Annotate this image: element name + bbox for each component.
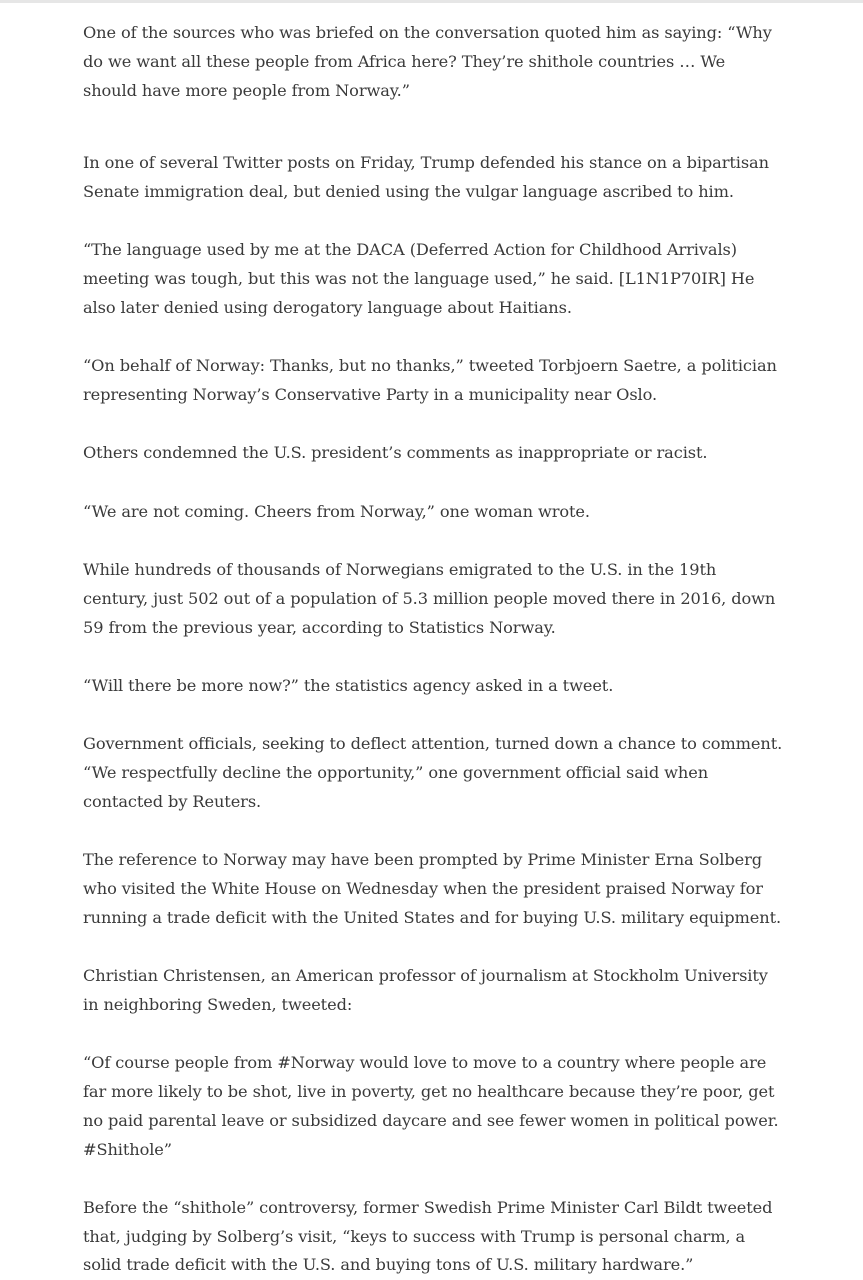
article-paragraph-4: “On behalf of Norway: Thanks, but no thanks,” tweeted Torbjoern Saetre, a politician representing Norway’s Conservative Party in a municipality near Oslo. [83, 356, 777, 405]
article-paragraph-10: The reference to Norway may have been prompted by Prime Minister Erna Solberg who visited the White House on Wednesday when the president praised Norway for running a trade deficit with the United States and for buying U.S. military equipment. [83, 850, 782, 927]
article-paragraph-8: “Will there be more now?” the statistics agency asked in a tweet. [83, 675, 614, 695]
article-paragraph-11: Christian Christensen, an American professor of journalism at Stockholm University in neighboring Sweden, tweeted: [83, 966, 768, 1014]
top-divider [0, 0, 863, 3]
article-paragraph-9: Government officials, seeking to deflect attention, turned down a chance to comment. “We respectfully decline the opportunity,” one government official said when contacted by Reuters. [83, 734, 783, 811]
article-paragraph-6: “We are not coming. Cheers from Norway,” one woman wrote. [83, 501, 590, 521]
article-body [83, 19, 783, 1280]
article-paragraph-13: Before the “shithole” controversy, former Swedish Prime Minister Carl Bildt tweeted that, judging by Solberg’s visit, “keys to success with Trump is personal charm, a solid trade deficit with the U.S. and buying tons of U.S. military hardware.” [83, 1197, 773, 1275]
article-paragraph-12: “Of course people from #Norway would love to move to a country where people are far more likely to be shot, live in poverty, get no healthcare because they’re poor, get no paid parental leave or subsidized daycare and see fewer women in political power. #Shithole” [83, 1053, 779, 1159]
article-paragraph-1: One of the sources who was briefed on the conversation quoted him as saying: “Why do we want all these people from Africa here? They’re shithole countries … We should have more people from Norway.” [83, 23, 772, 100]
article-paragraph-2: In one of several Twitter posts on Friday, Trump defended his stance on a bipartisan Senate immigration deal, but denied using the vulgar language ascribed to him. [83, 153, 769, 202]
article-paragraph-7: While hundreds of thousands of Norwegians emigrated to the U.S. in the 19th century, just 502 out of a population of 5.3 million people moved there in 2016, down 59 from the previous year, according to Statistics Norway. [83, 560, 776, 637]
article-paragraph-5: Others condemned the U.S. president’s comments as inappropriate or racist. [83, 443, 708, 463]
article-paragraph-3: “The language used by me at the DACA (Deferred Action for Childhood Arrivals) meeting was tough, but this was not the language used,” he said. [L1N1P70IR] He also later denied using derogatory language about Haitians. [83, 240, 755, 318]
